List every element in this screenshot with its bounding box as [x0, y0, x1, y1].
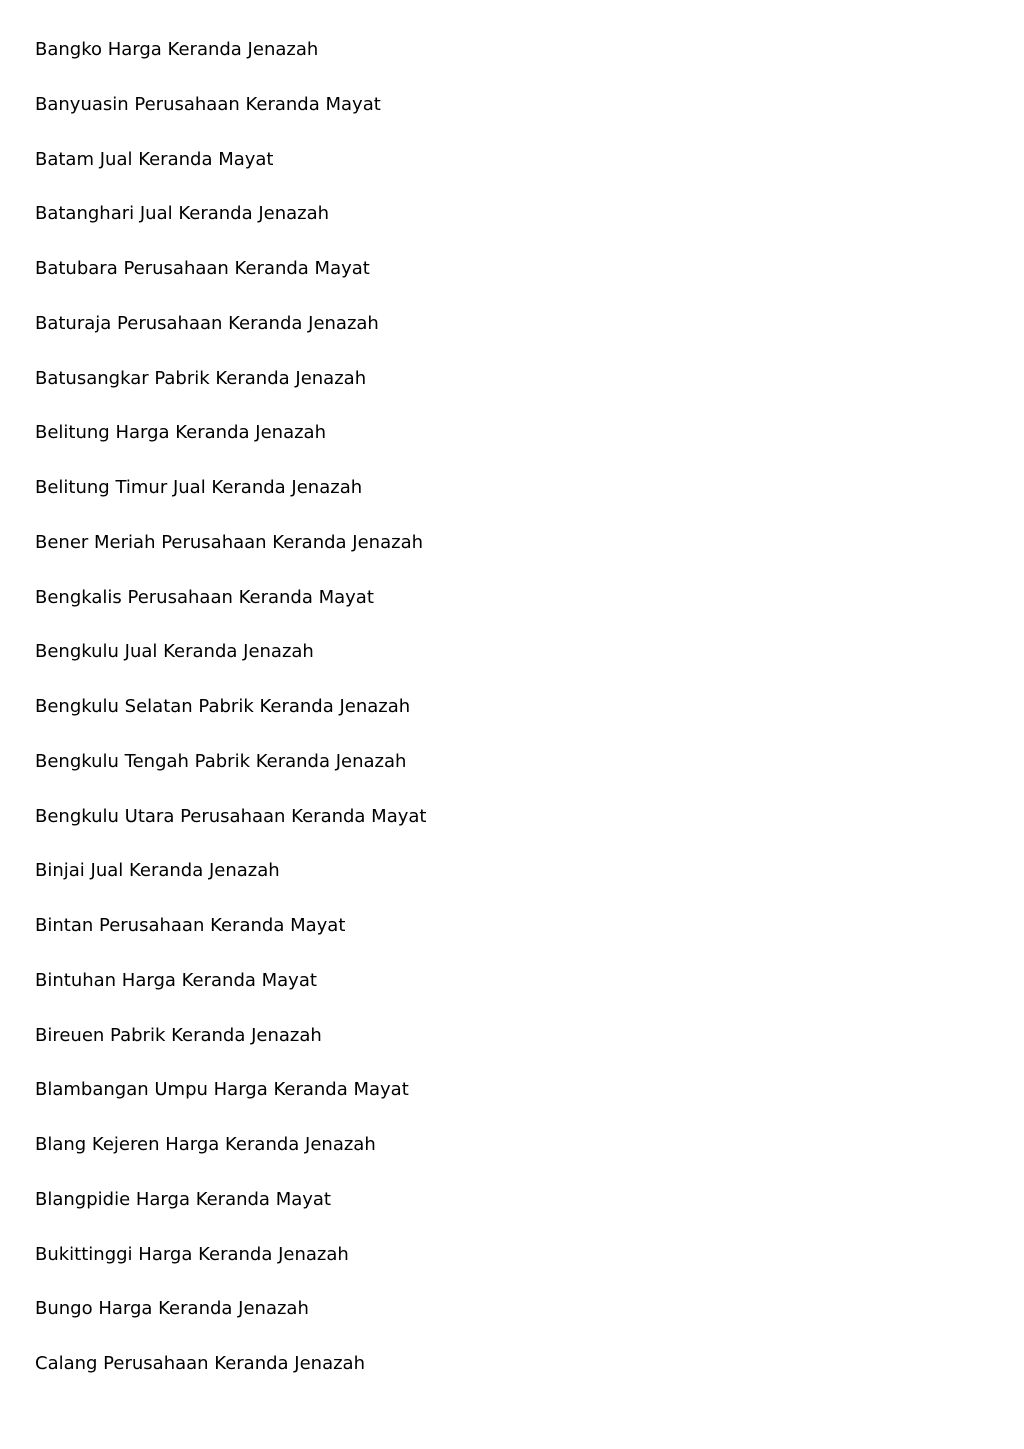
list-item: Binjai Jual Keranda Jenazah	[35, 860, 280, 882]
list-item: Belitung Timur Jual Keranda Jenazah	[35, 477, 363, 498]
list-item: Bintan Perusahaan Keranda Mayat	[35, 915, 346, 936]
list-item: Blangpidie Harga Keranda Mayat	[35, 1188, 331, 1210]
list-item: Bireuen Pabrik Keranda Jenazah	[35, 1024, 322, 1046]
list-item: Batam Jual Keranda Mayat	[35, 148, 274, 170]
entry-list	[35, 36, 426, 1405]
list-item: Bengkalis Perusahaan Keranda Mayat	[35, 586, 374, 608]
list-item: Calang Perusahaan Keranda Jenazah	[35, 1353, 365, 1374]
list-item: Bukittinggi Harga Keranda Jenazah	[35, 1243, 349, 1265]
list-item: Batusangkar Pabrik Keranda Jenazah	[35, 367, 367, 389]
list-item: Bengkulu Jual Keranda Jenazah	[35, 641, 314, 663]
list-item: Bangko Harga Keranda Jenazah	[35, 39, 319, 60]
list-item: Banyuasin Perusahaan Keranda Mayat	[35, 93, 381, 115]
list-item: Blambangan Umpu Harga Keranda Mayat	[35, 1079, 409, 1101]
list-item: Bungo Harga Keranda Jenazah	[35, 1298, 309, 1320]
list-item: Batubara Perusahaan Keranda Mayat	[35, 258, 370, 279]
list-item: Bintuhan Harga Keranda Mayat	[35, 969, 317, 991]
list-item: Bengkulu Utara Perusahaan Keranda Mayat	[35, 805, 427, 827]
list-item: Blang Kejeren Harga Keranda Jenazah	[35, 1134, 376, 1155]
list-item: Baturaja Perusahaan Keranda Jenazah	[35, 312, 379, 334]
list-item: Belitung Harga Keranda Jenazah	[35, 422, 326, 444]
list-item: Bengkulu Selatan Pabrik Keranda Jenazah	[35, 696, 411, 717]
list-item: Bengkulu Tengah Pabrik Keranda Jenazah	[35, 750, 407, 772]
list-item: Batanghari Jual Keranda Jenazah	[35, 203, 330, 225]
list-item: Bener Meriah Perusahaan Keranda Jenazah	[35, 531, 424, 553]
